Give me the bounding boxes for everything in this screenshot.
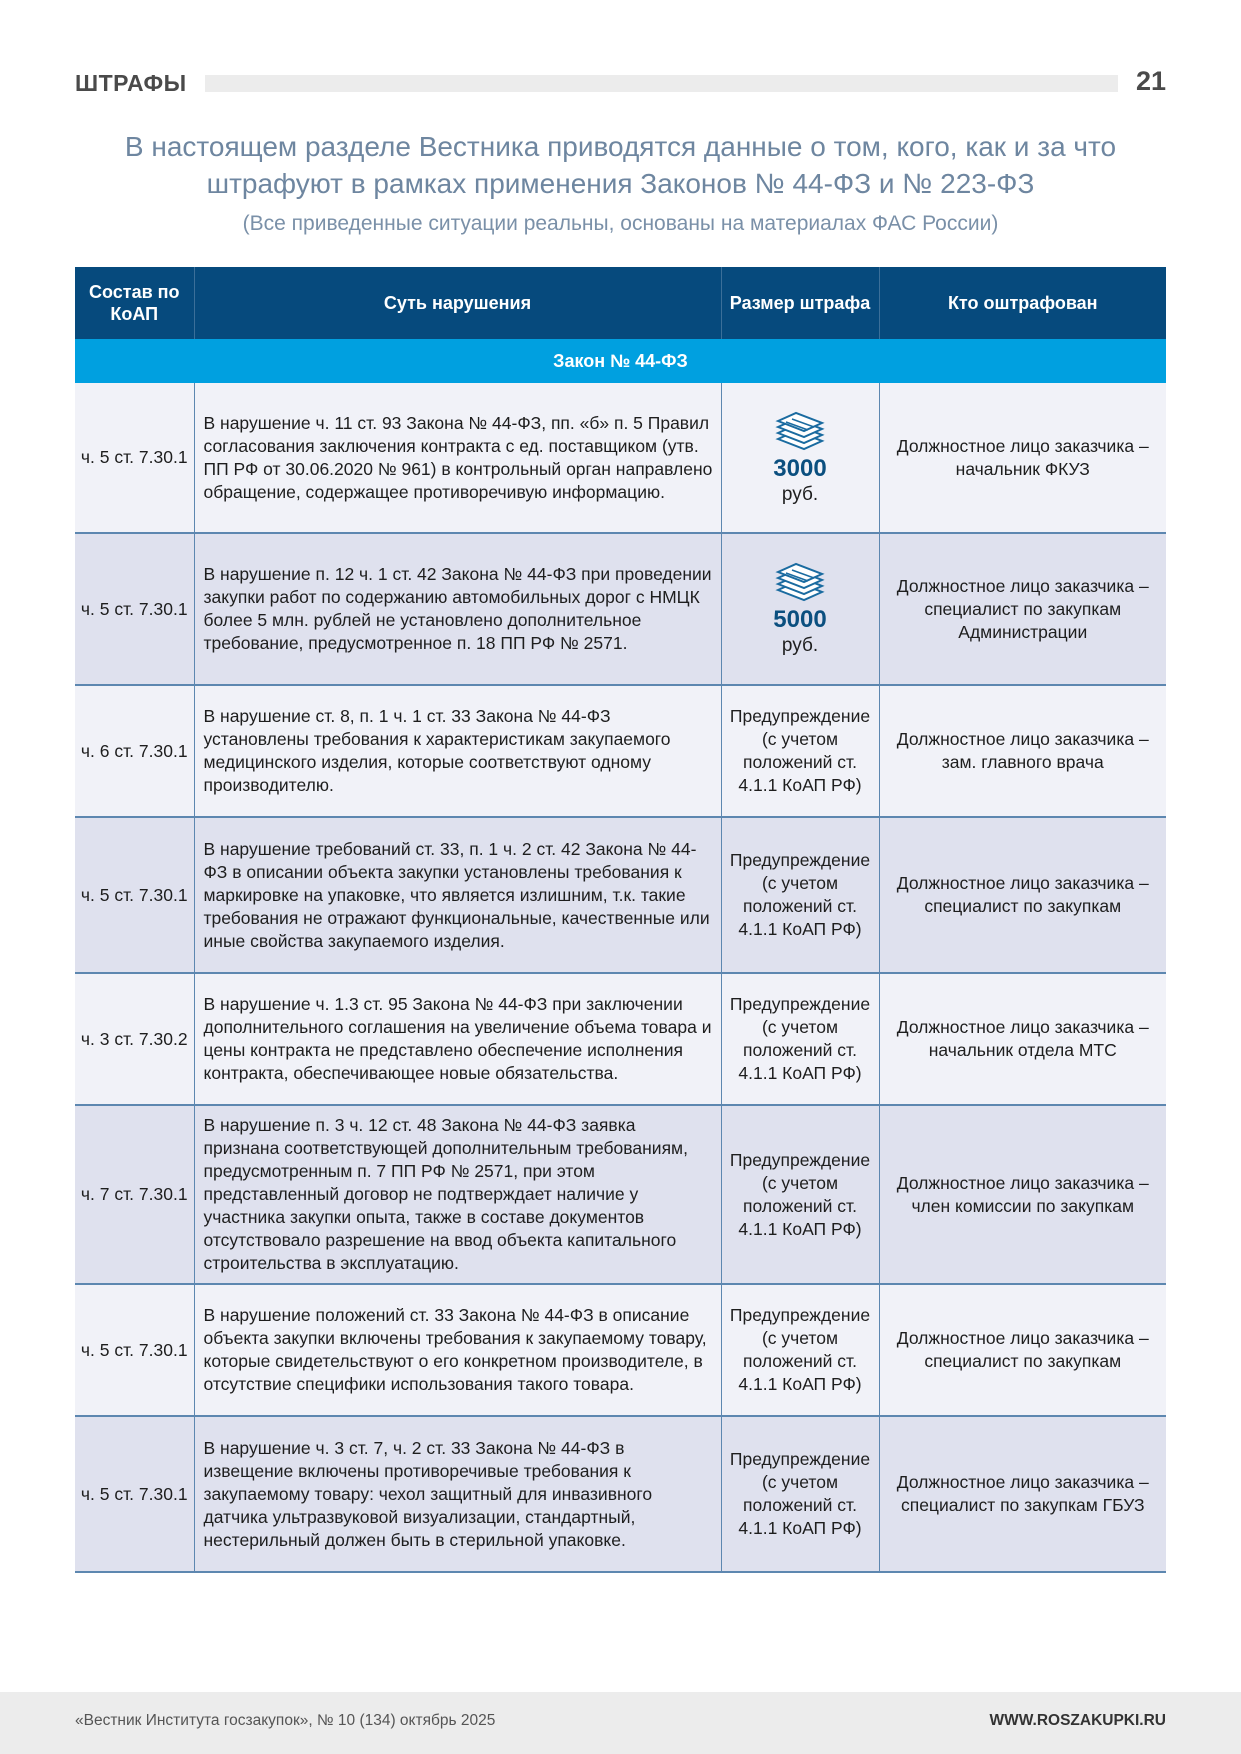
fine-cell: Предупреждение (с учетом положений ст. 4.1.1 КоАП РФ): [721, 1105, 879, 1284]
intro: [60, 128, 1181, 236]
column-header-article: Состав по КоАП: [75, 267, 194, 339]
article-cell: ч. 5 ст. 7.30.1: [75, 1284, 194, 1416]
fine-cell: Предупреждение (с учетом положений ст. 4.1.1 КоАП РФ): [721, 1416, 879, 1572]
description-cell: В нарушение ст. 8, п. 1 ч. 1 ст. 33 Закона № 44-ФЗ установлены требования к характеристикам закупаемого медицинского изделия, которые соответствуют одному производителю.: [194, 685, 721, 817]
fines-table: [75, 267, 1166, 1573]
table-row: [75, 383, 1166, 533]
header-divider-bar: [205, 75, 1118, 92]
article-cell: ч. 5 ст. 7.30.1: [75, 533, 194, 685]
column-header-fine: Размер штрафа: [721, 267, 879, 339]
table-row: [75, 1416, 1166, 1572]
fine-cell: Предупреждение (с учетом положений ст. 4.1.1 КоАП РФ): [721, 1284, 879, 1416]
footer-publication: «Вестник Института госзакупок», № 10 (134) октябрь 2025: [75, 1712, 496, 1729]
footer-website[interactable]: WWW.ROSZAKUPKI.RU: [989, 1712, 1166, 1729]
fine-currency: руб.: [781, 483, 819, 505]
column-header-who: Кто оштрафован: [879, 267, 1166, 339]
section-title: ШТРАФЫ: [75, 70, 187, 96]
page-header: [75, 66, 1166, 102]
column-header-essence: Суть нарушения: [194, 267, 721, 339]
intro-title-line1: В настоящем разделе Вестника приводятся данные о том, кого, как и за что: [124, 131, 1117, 162]
who-fined-cell: Должностное лицо заказчика – специалист по закупкам: [879, 817, 1166, 973]
fine-cell: [721, 533, 879, 685]
article-cell: ч. 5 ст. 7.30.1: [75, 383, 194, 533]
table-row: [75, 1105, 1166, 1284]
table-row: [75, 973, 1166, 1105]
intro-subtitle: (Все приведенные ситуации реальны, основаны на материалах ФАС России): [242, 212, 999, 235]
who-fined-cell: Должностное лицо заказчика – начальник ФКУЗ: [879, 383, 1166, 533]
article-cell: ч. 6 ст. 7.30.1: [75, 685, 194, 817]
article-cell: ч. 7 ст. 7.30.1: [75, 1105, 194, 1284]
who-fined-cell: Должностное лицо заказчика – специалист по закупкам: [879, 1284, 1166, 1416]
description-cell: В нарушение п. 12 ч. 1 ст. 42 Закона № 44-ФЗ при проведении закупки работ по содержанию автомобильных дорог с НМЦК более 5 млн. рублей не установлено дополнительное требование, предусмотренное п. 18 ПП РФ № 2571.: [194, 533, 721, 685]
who-fined-cell: Должностное лицо заказчика – специалист по закупкам ГБУЗ: [879, 1416, 1166, 1572]
money-stack-icon: [774, 560, 826, 604]
table-row: [75, 817, 1166, 973]
section-label: Закон № 44-ФЗ: [75, 339, 1166, 383]
article-cell: ч. 5 ст. 7.30.1: [75, 817, 194, 973]
fine-cell: Предупреждение (с учетом положений ст. 4.1.1 КоАП РФ): [721, 685, 879, 817]
table-row: [75, 1284, 1166, 1416]
description-cell: В нарушение ч. 11 ст. 93 Закона № 44-ФЗ, пп. «б» п. 5 Правил согласования заключения контракта с ед. поставщиком (утв. ПП РФ от 30.06.2020 № 961) в контрольный орган направлено обращение, содержащее противоречивую информацию.: [194, 383, 721, 533]
fine-cell: Предупреждение (с учетом положений ст. 4.1.1 КоАП РФ): [721, 817, 879, 973]
fine-cell: [721, 383, 879, 533]
description-cell: В нарушение положений ст. 33 Закона № 44-ФЗ в описание объекта закупки включены требования к закупаемому товару, которые свидетельствуют о его конкретном производителе, в отсутствие специфики использования такого товара.: [194, 1284, 721, 1416]
description-cell: В нарушение ч. 3 ст. 7, ч. 2 ст. 33 Закона № 44-ФЗ в извещение включены противоречивые требования к закупаемому товару: чехол защитный для инвазивного датчика ультразвуковой визуализации, стандартный, нестерильный должен быть в стерильной упаковке.: [194, 1416, 721, 1572]
who-fined-cell: Должностное лицо заказчика – начальник отдела МТС: [879, 973, 1166, 1105]
fine-amount: 5000: [773, 606, 827, 633]
footer: [0, 1692, 1241, 1754]
intro-title-line2: штрафуют в рамках применения Законов № 44-ФЗ и № 223-ФЗ: [206, 168, 1035, 199]
fine-currency: руб.: [781, 635, 819, 656]
money-stack-icon: [774, 409, 826, 453]
who-fined-cell: Должностное лицо заказчика – член комиссии по закупкам: [879, 1105, 1166, 1284]
page-number: 21: [1135, 66, 1166, 96]
fine-cell: Предупреждение (с учетом положений ст. 4.1.1 КоАП РФ): [721, 973, 879, 1105]
description-cell: В нарушение ч. 1.3 ст. 95 Закона № 44-ФЗ при заключении дополнительного соглашения на увеличение объема товара и цены контракта не представлено обеспечение исполнения контракта, обеспечивающее новые обязательства.: [194, 973, 721, 1105]
who-fined-cell: Должностное лицо заказчика – зам. главного врача: [879, 685, 1166, 817]
who-fined-cell: Должностное лицо заказчика – специалист по закупкам Администрации: [879, 533, 1166, 685]
article-cell: ч. 3 ст. 7.30.2: [75, 973, 194, 1105]
description-cell: В нарушение требований ст. 33, п. 1 ч. 2 ст. 42 Закона № 44-ФЗ в описании объекта закупки установлены требования к маркировке на упаковке, что является излишним, т.к. такие требования не отражают функциональные, качественные или иные свойства закупаемого изделия.: [194, 817, 721, 973]
article-cell: ч. 5 ст. 7.30.1: [75, 1416, 194, 1572]
table-row: [75, 533, 1166, 685]
description-cell: В нарушение п. 3 ч. 12 ст. 48 Закона № 44-ФЗ заявка признана соответствующей дополнительным требованиям, предусмотренным п. 7 ПП РФ № 2571, при этом представленный договор не подтверждает наличие у участника закупки опыта, также в составе документов отсутствовало разрешение на ввод объекта капитального строительства в эксплуатацию.: [194, 1105, 721, 1284]
section-row: [75, 339, 1166, 383]
table-row: [75, 685, 1166, 817]
table-header-row: [75, 267, 1166, 339]
intro-title: [60, 128, 1181, 202]
fine-amount: 3000: [773, 454, 827, 482]
